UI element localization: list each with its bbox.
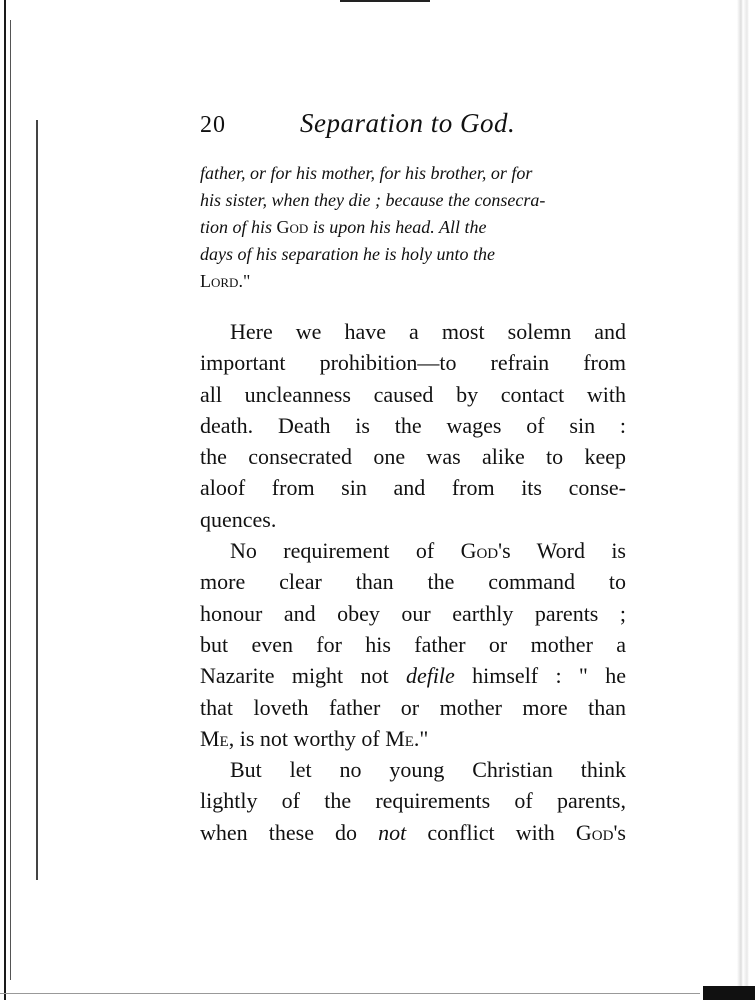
running-title: Separation to God. bbox=[300, 108, 516, 138]
scan-shadow bbox=[703, 986, 755, 1000]
paragraph-line: more clear than the command to bbox=[200, 569, 626, 595]
binding-edge-line bbox=[4, 0, 6, 1000]
paragraph-line: No requirement of God's Word is bbox=[230, 538, 626, 564]
body-text bbox=[200, 316, 626, 848]
paragraph-line: Nazarite might not defile himself : " he bbox=[200, 663, 626, 689]
small-caps-lord: Lord bbox=[200, 271, 239, 291]
paragraph-line: death. Death is the wages of sin : bbox=[200, 412, 626, 438]
quote-line: Lord." bbox=[200, 271, 251, 291]
paragraph-line: all uncleanness caused by contact with bbox=[200, 381, 626, 407]
paragraph-line: when these do not conflict with God's bbox=[200, 819, 626, 845]
paragraph-line: Here we have a most solemn and bbox=[230, 319, 626, 344]
paragraph-line: that loveth father or mother more than bbox=[200, 694, 626, 720]
paragraph-line: the consecrated one was alike to keep bbox=[200, 444, 626, 470]
scan-bottom-rule bbox=[0, 993, 700, 994]
small-caps-god: God bbox=[276, 217, 309, 237]
scripture-quote bbox=[200, 160, 624, 295]
page-number: 20 bbox=[200, 112, 226, 138]
binding-edge-line bbox=[10, 20, 11, 980]
page-right-edge bbox=[737, 0, 755, 1000]
emphasis: defile bbox=[405, 663, 455, 689]
paragraph-line: aloof from sin and from its conse- bbox=[200, 475, 626, 501]
quote-line: days of his separation he is holy unto the bbox=[200, 244, 495, 264]
page-header bbox=[200, 108, 630, 144]
binding-edge-line bbox=[36, 120, 38, 880]
scan-top-mark bbox=[340, 0, 430, 2]
paragraph-line: honour and obey our earthly parents ; bbox=[200, 600, 626, 626]
quote-line: father, or for his mother, for his brother, or for bbox=[200, 163, 533, 183]
paragraph-line: lightly of the requirements of parents, bbox=[200, 788, 626, 814]
paragraph-line: but even for his father or mother a bbox=[200, 631, 626, 657]
quote-line: his sister, when they die ; because the consecra- bbox=[200, 190, 546, 210]
paragraph-line: But let no young Christian think bbox=[230, 757, 626, 783]
quote-line: tion of his God is upon his head. All the bbox=[200, 217, 487, 237]
paragraph-line: quences. bbox=[200, 506, 277, 532]
emphasis: not bbox=[378, 819, 407, 845]
paragraph-line: important prohibition—to refrain from bbox=[200, 350, 626, 376]
paragraph-line: Me, is not worthy of Me." bbox=[200, 725, 429, 751]
